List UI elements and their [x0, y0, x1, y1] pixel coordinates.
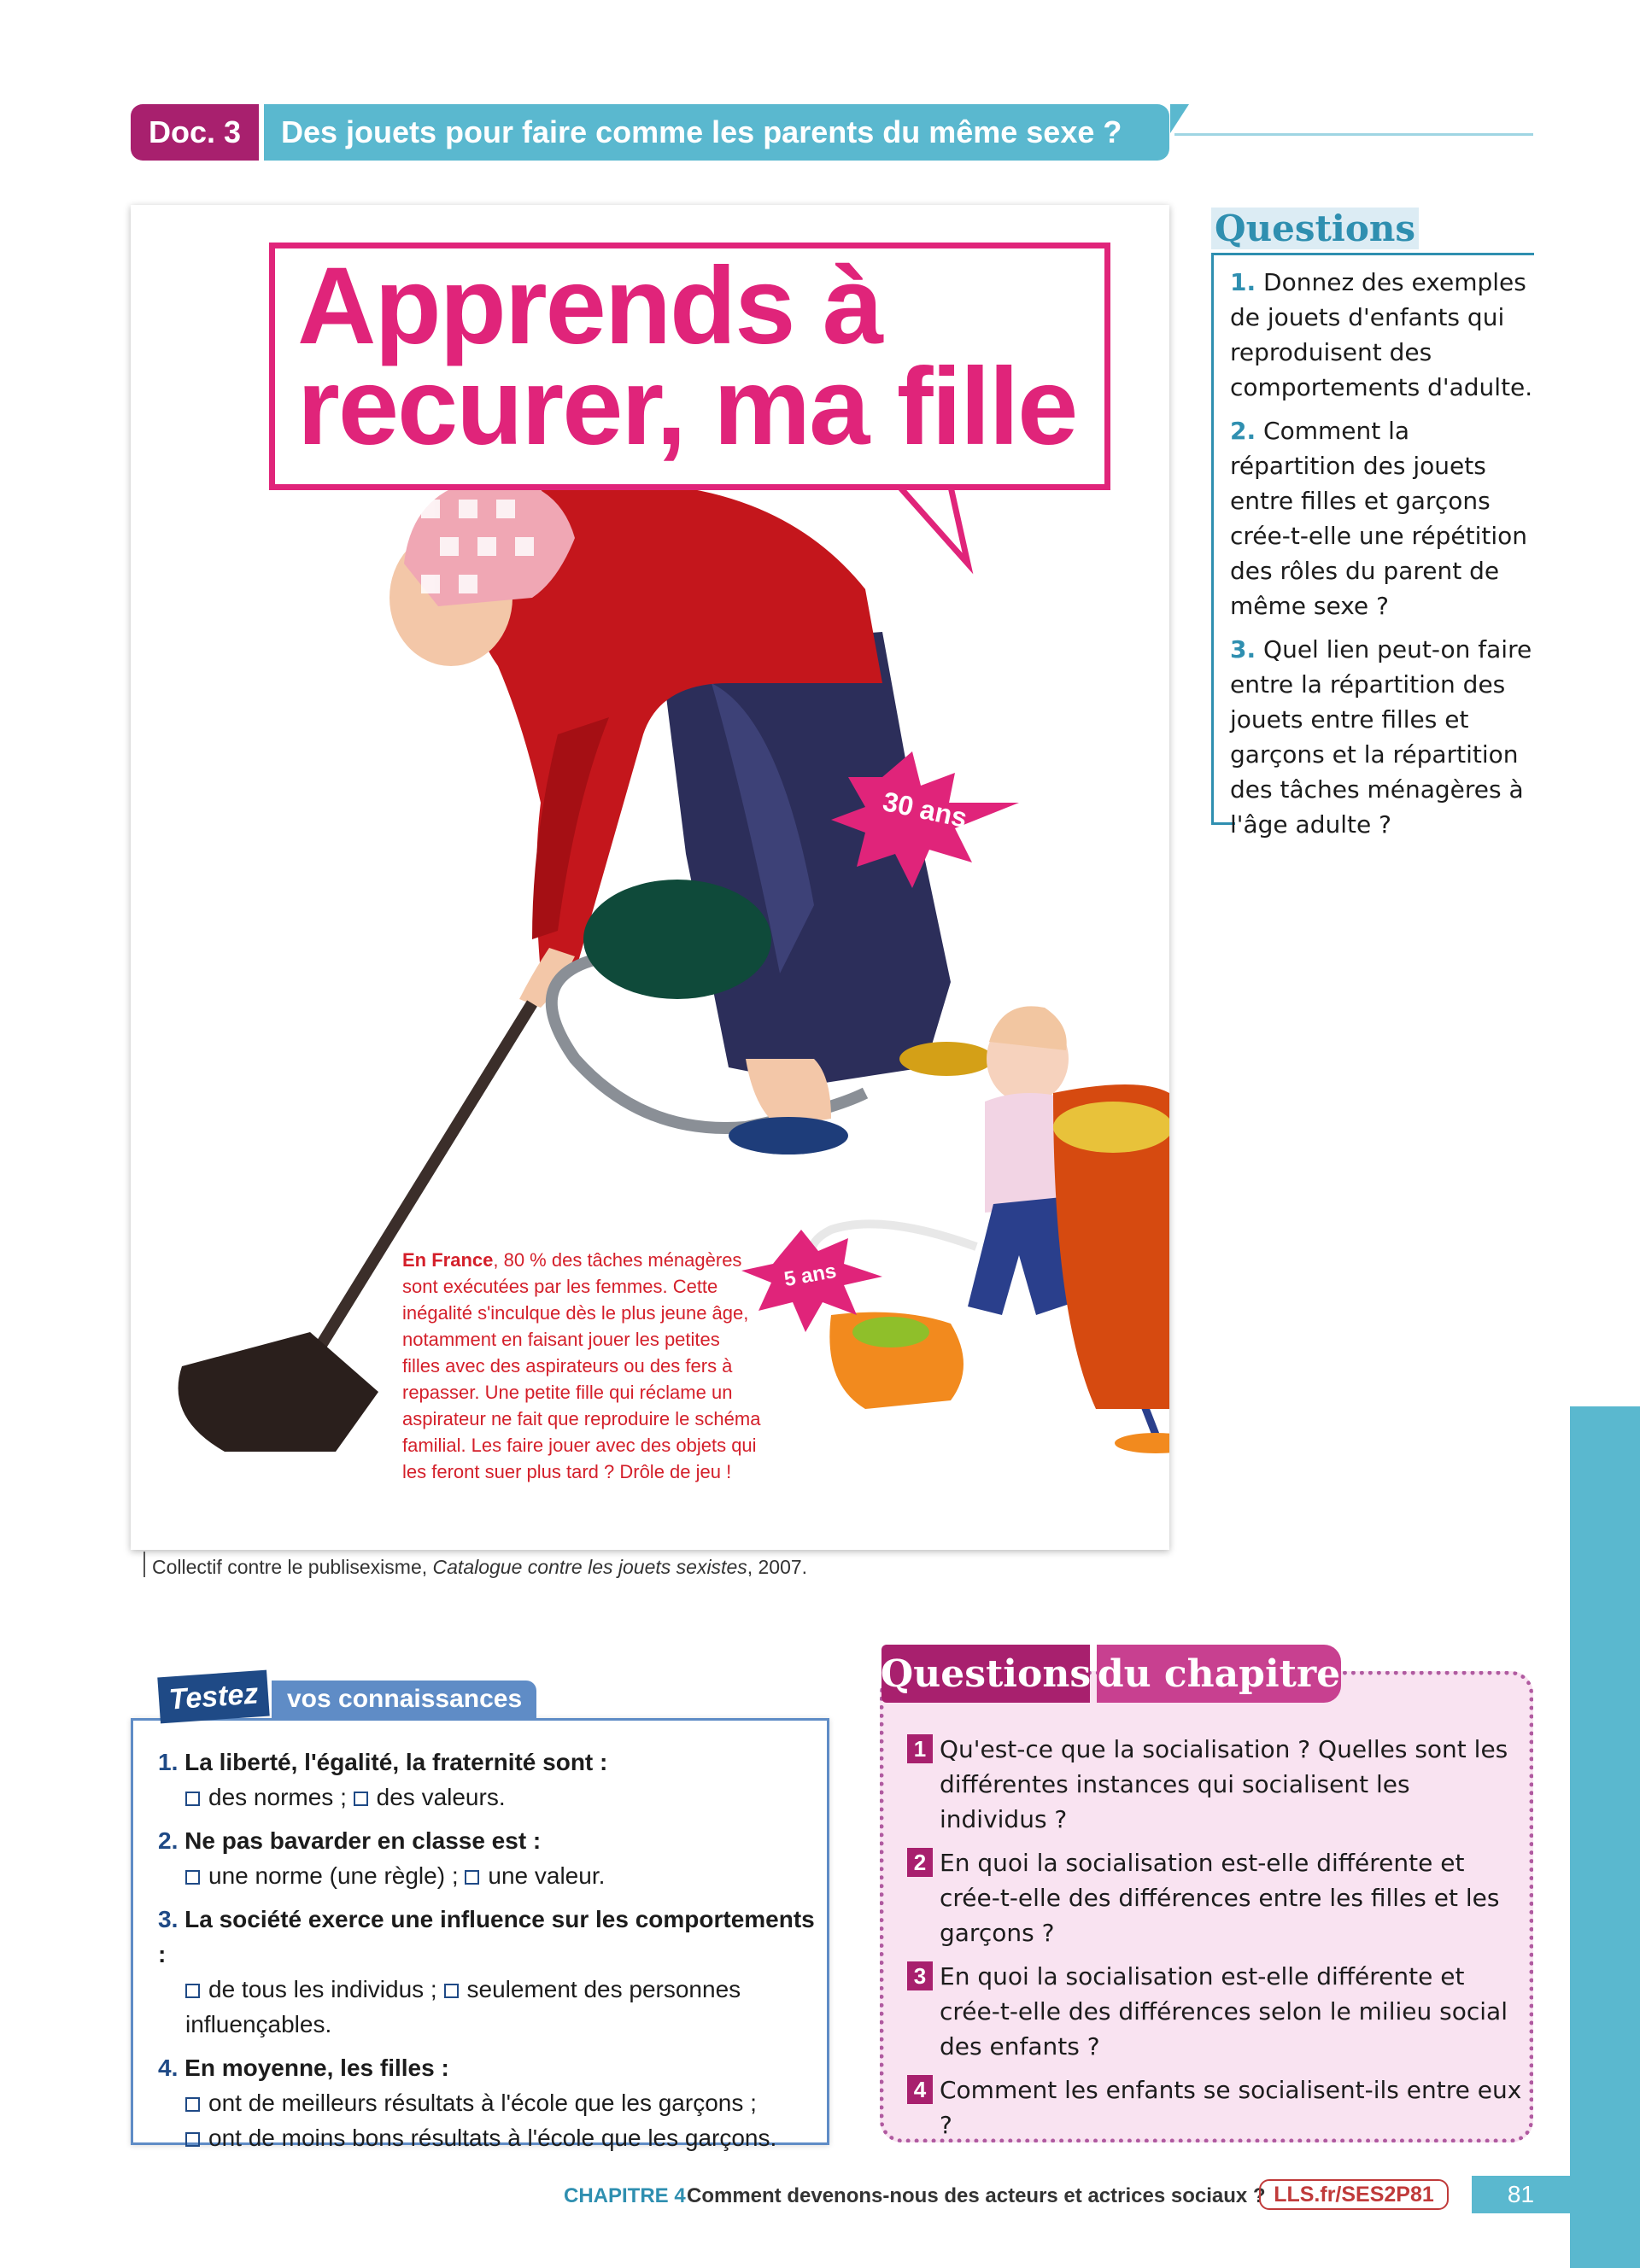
headline-line-2: recurer, ma fille: [297, 346, 1077, 468]
testez-list: [158, 1745, 816, 2164]
question-text: Quel lien peut-on faire entre la répartition des jouets entre filles et garçons et la répartition des tâches ménagères à l'âge adulte ?: [1230, 635, 1532, 839]
poster-headline: [297, 245, 1117, 468]
chapter-questions-list: [907, 1732, 1522, 2151]
footer-link[interactable]: LLS.fr/SES2P81: [1259, 2179, 1449, 2210]
checkbox-icon[interactable]: [185, 1984, 200, 1998]
chapter-question-number: 4: [907, 2075, 933, 2104]
source-author: Collectif contre le publisexisme,: [152, 1556, 433, 1578]
testez-subtitle: vos connaissances: [272, 1681, 536, 1718]
quiz-option: ont de meilleurs résultats à l'école que les garçons ;: [208, 2090, 757, 2116]
footer-title: Comment devenons-nous des acteurs et actrices sociaux ?: [687, 2184, 1266, 2207]
source-marker: [144, 1552, 145, 1577]
quiz-option: des normes ;: [208, 1784, 347, 1810]
quiz-number: 4.: [158, 2055, 179, 2081]
caption-lead: En France: [402, 1249, 494, 1271]
source-year: , 2007.: [747, 1556, 808, 1578]
chapter-question-number: 2: [907, 1848, 933, 1877]
checkbox-icon[interactable]: [444, 1984, 459, 1998]
quiz-option: de tous les individus ;: [208, 1976, 437, 2002]
question-item: [1230, 265, 1533, 405]
chapter-questions-subtitle: du chapitre: [1097, 1645, 1341, 1703]
quiz-number: 1.: [158, 1749, 179, 1775]
question-number: 2.: [1230, 417, 1256, 445]
source-citation: [152, 1556, 807, 1579]
quiz-item: [158, 1902, 816, 2042]
caption-text: , 80 % des tâches ménagères sont exécutées par les femmes. Cette inégalité s'inculque dès le plus jeune âge, notamment en faisant jouer les petites filles avec des aspirateurs ou des fers à repasser. Une petite fille qui réclame un aspirateur ne fait que reproduire le schéma familial. Les faire jouer avec des objets qui les feront suer plus tard ? Drôle de jeu !: [402, 1249, 761, 1482]
doc-title-rule: [1174, 133, 1533, 136]
poster-image: [131, 205, 1169, 1550]
headline-line-1: Apprends à: [297, 245, 882, 367]
chapter-questions-title: Questions: [882, 1645, 1090, 1703]
bubble-tail: [899, 487, 968, 564]
doc-title: Des jouets pour faire comme les parents du même sexe ?: [264, 104, 1169, 161]
quiz-number: 2.: [158, 1827, 179, 1854]
testez-tag: Testez: [157, 1670, 269, 1724]
doc-title-corner: [1170, 104, 1189, 133]
quiz-question: La liberté, l'égalité, la fraternité sont :: [184, 1749, 608, 1775]
badge-child-age: 5 ans: [782, 1259, 839, 1292]
checkbox-icon[interactable]: [465, 1870, 479, 1885]
question-text: Comment la répartition des jouets entre filles et garçons crée-t-elle une répétition des rôles du parent de même sexe ?: [1230, 417, 1527, 620]
quiz-option: une valeur.: [488, 1862, 606, 1889]
chapter-question-item: [907, 1959, 1522, 2064]
chapter-question-item: [907, 1845, 1522, 1950]
footer-chapter: CHAPITRE 4: [564, 2184, 686, 2207]
checkbox-icon[interactable]: [354, 1792, 368, 1806]
quiz-item: [158, 1745, 816, 1815]
questions-rule-top: [1211, 253, 1534, 255]
chapter-question-number: 1: [907, 1734, 933, 1763]
quiz-option: une norme (une règle) ;: [208, 1862, 459, 1889]
chapter-question-text: Comment les enfants se socialisent-ils entre eux ?: [940, 2076, 1522, 2139]
checkbox-icon[interactable]: [185, 2097, 200, 2112]
checkbox-icon[interactable]: [185, 2132, 200, 2147]
questions-rule-left: [1211, 253, 1214, 825]
page-margin-tab: [1570, 1406, 1640, 2268]
quiz-question: Ne pas bavarder en classe est :: [184, 1827, 542, 1854]
question-text: Donnez des exemples de jouets d'enfants qui reproduisent des comportements d'adulte.: [1230, 268, 1533, 401]
woman-slipper: [729, 1117, 848, 1154]
quiz-option: seulement des personnes influençables.: [185, 1976, 741, 2037]
quiz-number: 3.: [158, 1906, 179, 1932]
quiz-item: [158, 1823, 816, 1893]
question-item: [1230, 413, 1533, 623]
quiz-question: La société exerce une influence sur les comportements :: [158, 1906, 815, 1967]
page-number: 81: [1472, 2176, 1570, 2213]
question-number: 3.: [1230, 635, 1256, 663]
chapter-question-text: En quoi la socialisation est-elle différente et crée-t-elle des différences selon le milieu social des enfants ?: [940, 1962, 1508, 2060]
chapter-question-item: [907, 1732, 1522, 1837]
chapter-question-number: 3: [907, 1961, 933, 1990]
questions-title: Questions: [1211, 208, 1419, 249]
vacuum-head: [179, 1332, 378, 1452]
poster-caption: [402, 1247, 761, 1485]
quiz-option: des valeurs.: [376, 1784, 506, 1810]
quiz-item: [158, 2050, 816, 2155]
checkbox-icon[interactable]: [185, 1792, 200, 1806]
quiz-question: En moyenne, les filles :: [184, 2055, 449, 2081]
question-number: 1.: [1230, 268, 1256, 296]
chapter-question-text: En quoi la socialisation est-elle différente et crée-t-elle des différences entre les filles et les garçons ?: [940, 1849, 1500, 1947]
source-work: Catalogue contre les jouets sexistes: [432, 1556, 747, 1578]
quiz-option: ont de moins bons résultats à l'école que les garçons.: [208, 2125, 777, 2151]
checkbox-icon[interactable]: [185, 1870, 200, 1885]
questions-list: [1230, 265, 1533, 850]
doc-number: Doc. 3: [131, 104, 259, 161]
vacuum-body: [583, 880, 771, 999]
chapter-question-item: [907, 2072, 1522, 2142]
question-item: [1230, 632, 1533, 842]
badge-adult-age: 30 ans: [880, 786, 970, 833]
chapter-question-text: Qu'est-ce que la socialisation ? Quelles sont les différentes instances qui socialisent les individus ?: [940, 1735, 1508, 1833]
